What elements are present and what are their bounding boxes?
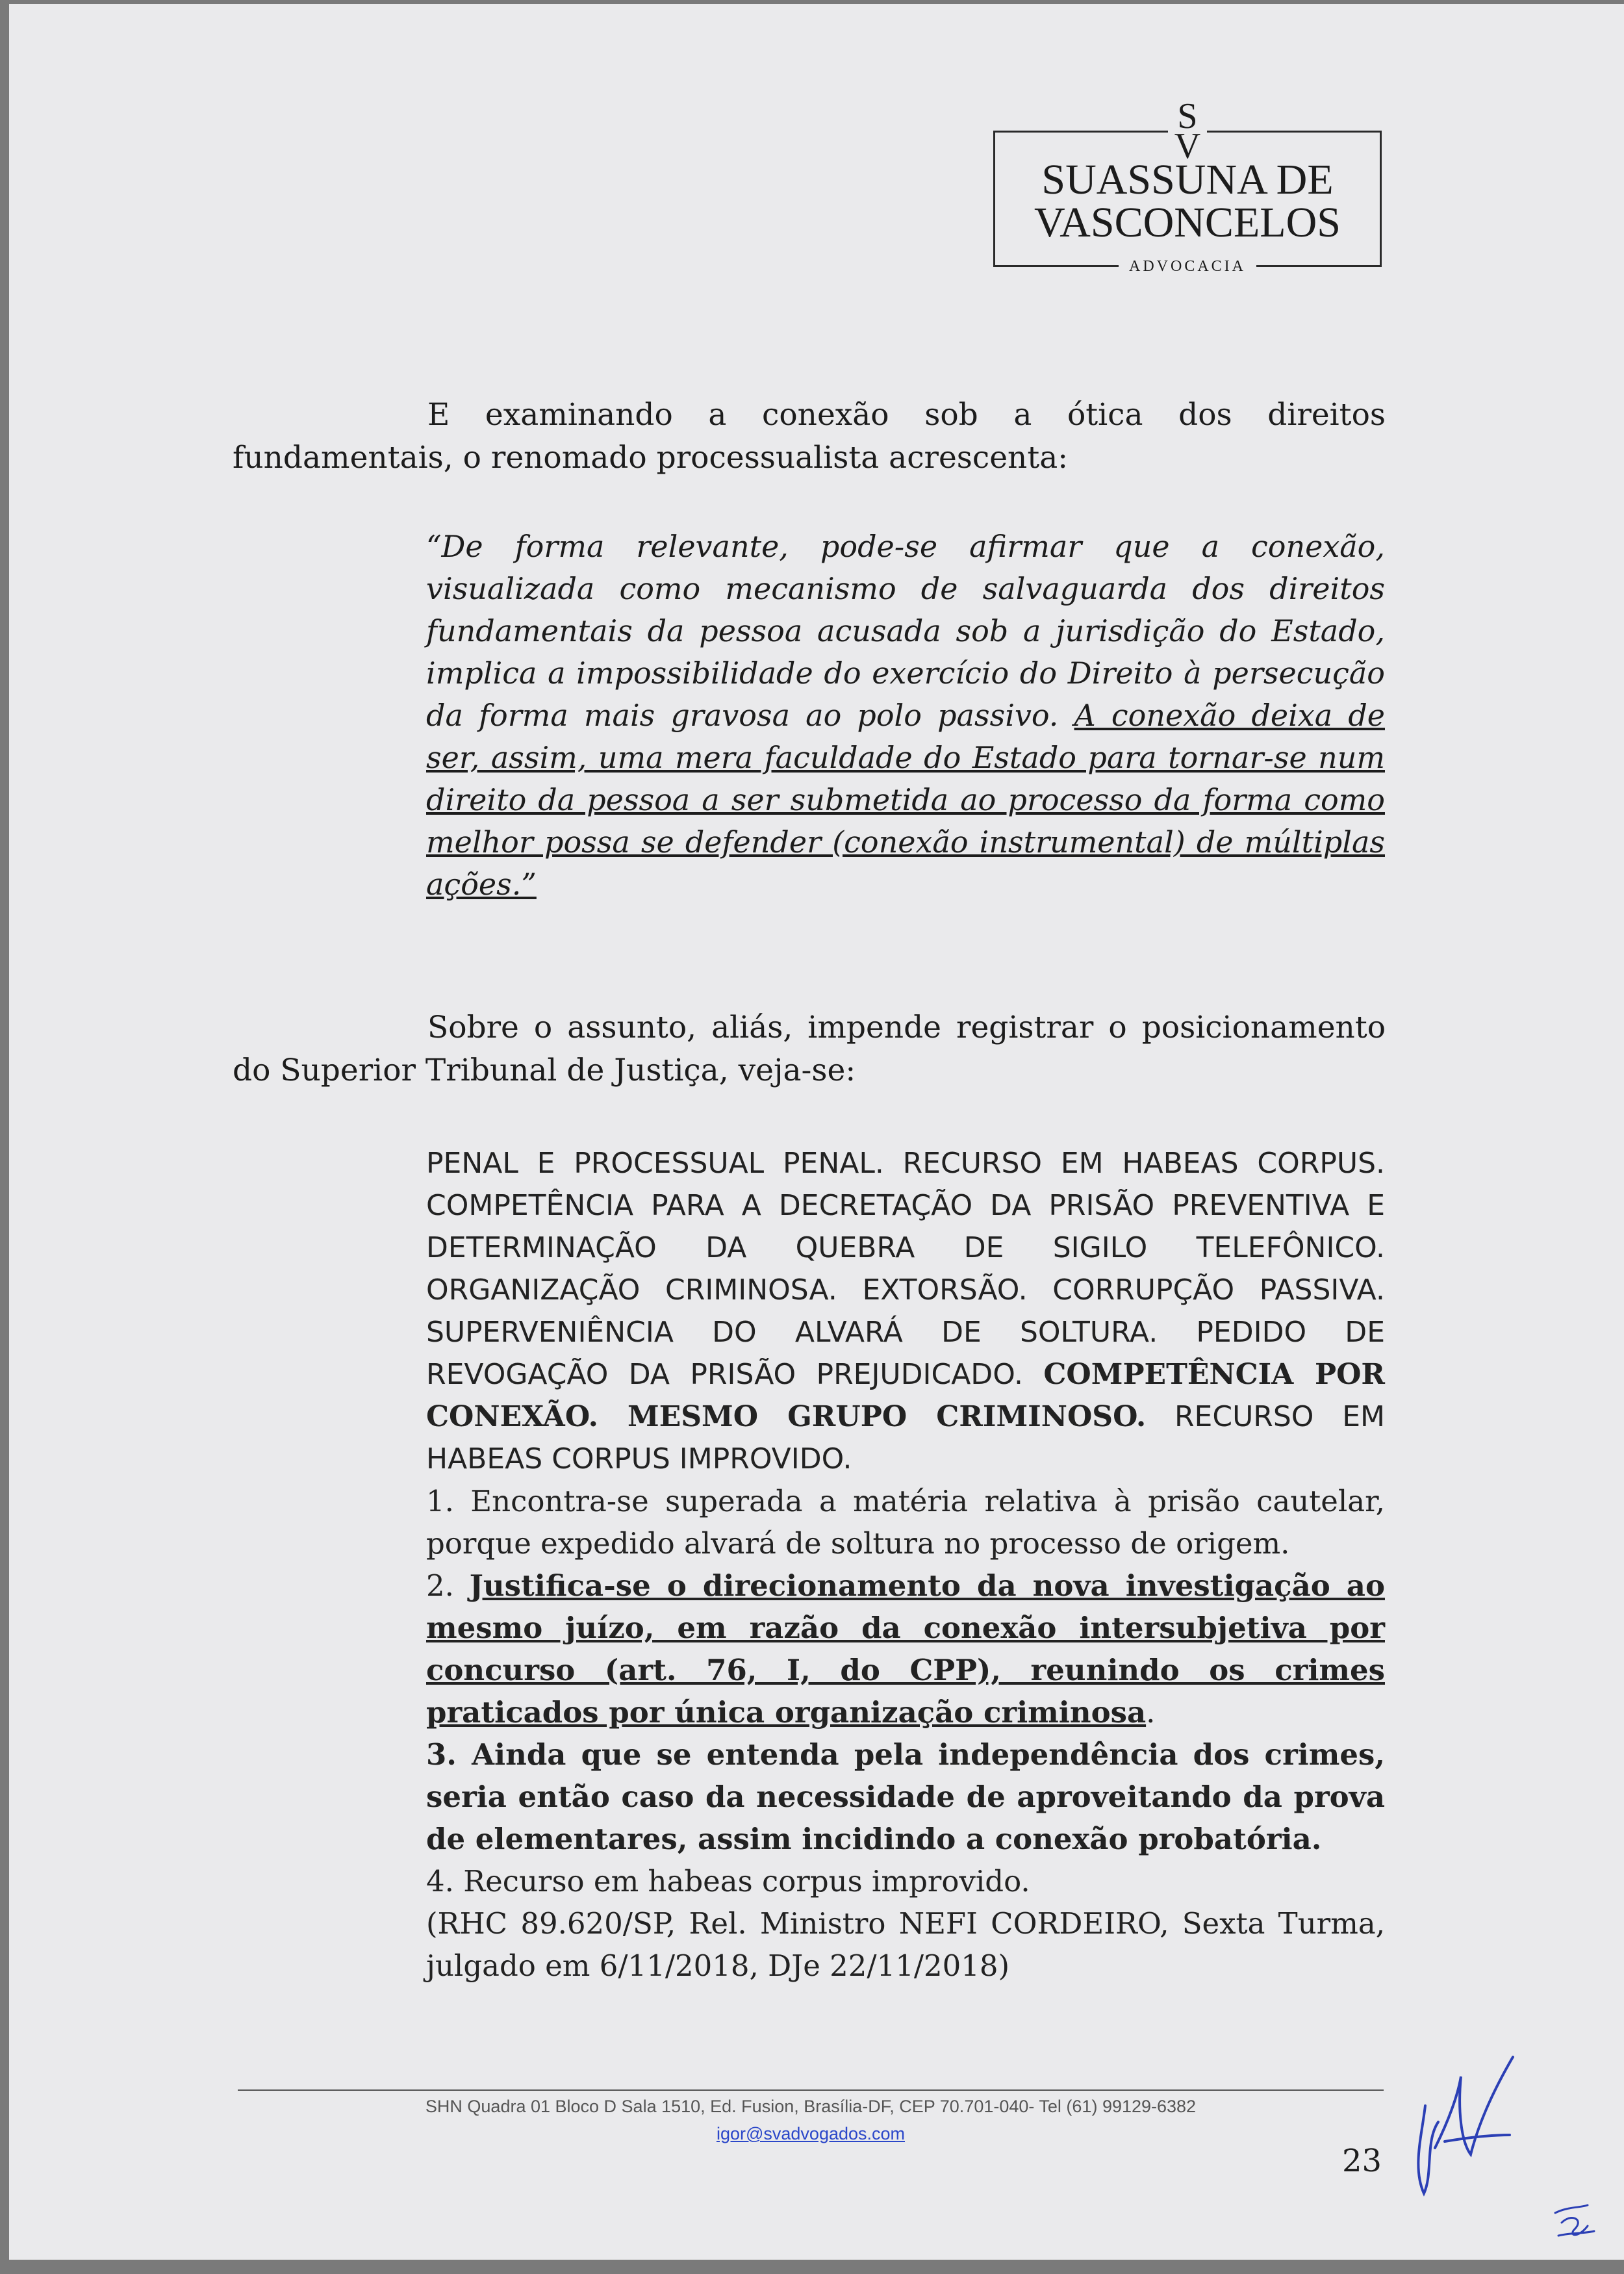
- firm-logo: [993, 96, 1382, 275]
- logo-name: [995, 156, 1380, 246]
- doctrine-quote: [426, 526, 1385, 906]
- summary-item-4: 4. Recurso em habeas corpus improvido.: [426, 1864, 1030, 1898]
- document-page: [9, 4, 1624, 2260]
- case-citation: (RHC 89.620/SP, Rel. Ministro NEFI CORDEIRO, Sexta Turma, julgado em 6/11/2018, DJe 22/11/2018): [426, 1906, 1385, 1983]
- footer-divider: [238, 2089, 1384, 2091]
- logo-subtitle: ADVOCACIA: [995, 258, 1380, 275]
- paragraph-stj: Sobre o assunto, aliás, impende registrar o posicionamento do Superior Tribunal de Justiça, veja-se:: [233, 1010, 1386, 1088]
- page-number: 23: [1342, 2143, 1382, 2179]
- summary-item-2: 2. Justifica-se o direcionamento da nova investigação ao mesmo juízo, em razão da conexão intersubjetiva por concurso (art. 76, I, do CPP), reunindo os crimes praticados por única organização criminosa.: [426, 1568, 1385, 1730]
- summary-item-1: 1. Encontra-se superada a matéria relativa à prisão cautelar, porque expedido alvará de soltura no processo de origem.: [426, 1484, 1385, 1561]
- summary-heading: PENAL E PROCESSUAL PENAL. RECURSO EM HABEAS CORPUS. COMPETÊNCIA PARA A DECRETAÇÃO DA PRISÃO PREVENTIVA E DETERMINAÇÃO DA QUEBRA DE SIGILO TELEFÔNICO. ORGANIZAÇÃO CRIMINOSA. EXTORSÃO. CORRUPÇÃO PASSIVA. SUPERVENIÊNCIA DO ALVARÁ DE SOLTURA. PEDIDO DE REVOGAÇÃO DA PRISÃO PREJUDICADO. COMPETÊNCIA POR CONEXÃO. MESMO GRUPO CRIMINOSO. RECURSO EM HABEAS CORPUS IMPROVIDO.: [426, 1147, 1386, 1476]
- logo-name-line1: SUASSUNA DE: [1041, 156, 1334, 203]
- quote-underlined-text: A conexão deixa de ser, assim, uma mera faculdade do Estado para tornar-se num direito da pessoa a ser submetida ao processo da forma como melhor possa se defender (conexão instrumental) de múltiplas ações.”: [426, 698, 1385, 902]
- footer: [238, 2093, 1384, 2147]
- footer-address: SHN Quadra 01 Bloco D Sala 1510, Ed. Fusion, Brasília-DF, CEP 70.701-040- Tel (61) 99129-6382: [425, 2097, 1197, 2116]
- summary-item-3: 3. Ainda que se entenda pela independência dos crimes, seria então caso da necessidade de aproveitando da prova de elementares, assim incidindo a conexão probatória.: [426, 1737, 1385, 1856]
- quote-text: “De forma relevante, pode-se afirmar que a conexão, visualizada como mecanismo de salvaguarda dos direitos fundamentais da pessoa acusada sob a jurisdição do Estado, implica a impossibilidade do exercício do Direito à persecução da forma mais gravosa ao polo passivo.: [426, 529, 1385, 733]
- initials-icon: [1549, 2200, 1601, 2245]
- footer-email-link[interactable]: igor@svadvogados.com: [716, 2124, 906, 2143]
- signature-icon: [1399, 2044, 1523, 2200]
- paragraph-intro: E examinando a conexão sob a ótica dos direitos fundamentais, o renomado processualista acrescenta:: [233, 397, 1386, 476]
- logo-name-line2: VASCONCELOS: [1034, 199, 1341, 246]
- logo-monogram: S V: [995, 101, 1380, 161]
- case-summary: [426, 1142, 1385, 1987]
